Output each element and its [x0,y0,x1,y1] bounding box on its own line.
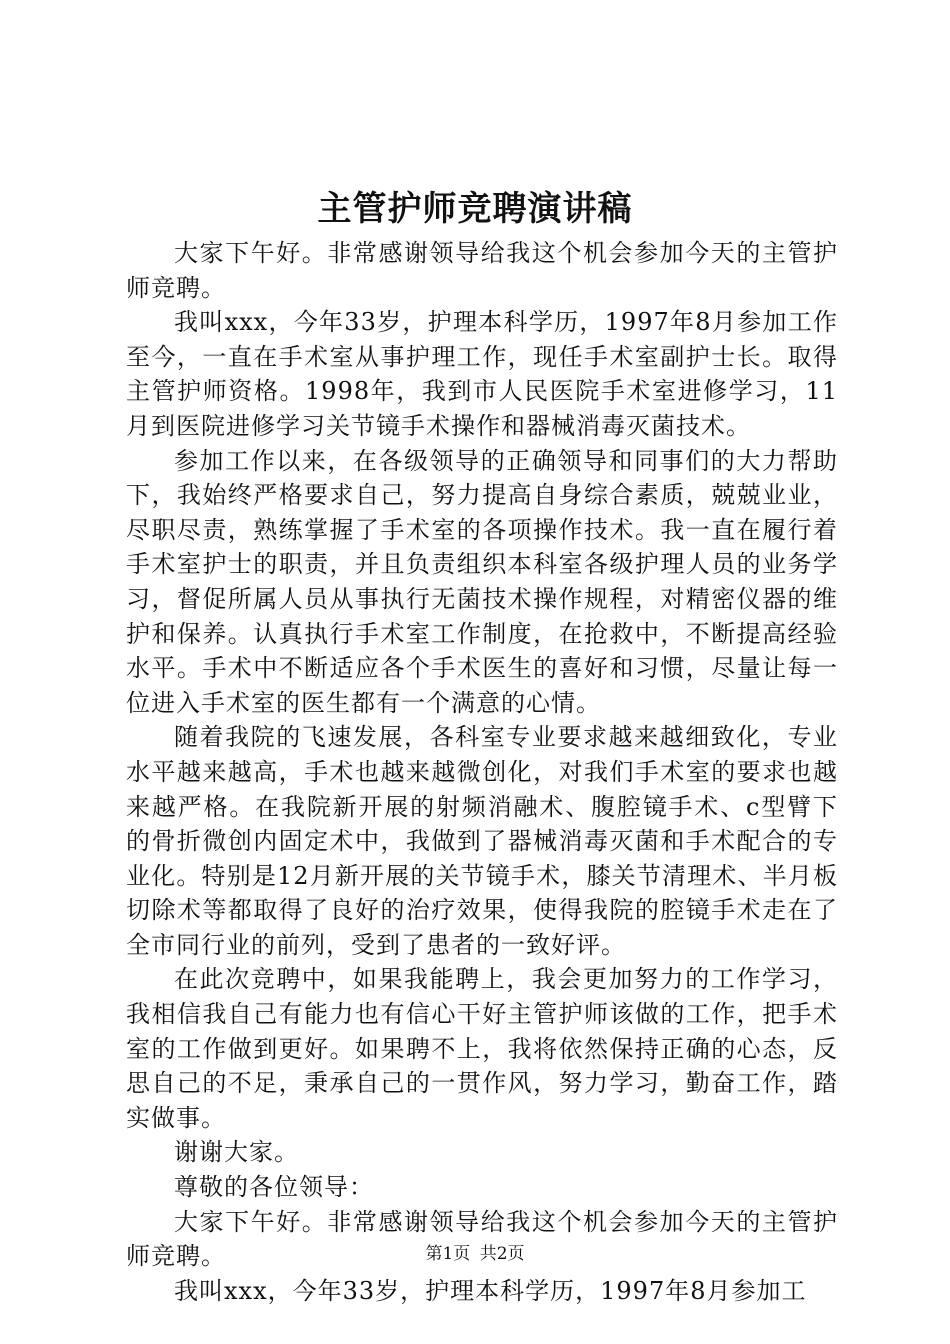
paragraph-salutation: 尊敬的各位领导： [174,1173,374,1202]
document-body [126,236,838,1308]
page-total: 共2页 [479,1244,525,1264]
paragraph-thanks: 谢谢大家。 [174,1138,299,1167]
paragraph-greeting: 大家下午好。非常感谢领导给我这个机会参加今天的主管护师竞聘。 [126,239,838,302]
paragraph-hospital-development: 随着我院的飞速发展，各科室专业要求越来越细致化，专业水平越来越高，手术也越来越微创化，对我们手术室的要求也越来越严格。在我院新开展的射频消融术、腹腔镜手术、c型臂下的骨折微创内固定术中，我做到了器械消毒灭菌和手术配合的专业化。特别是12月新开展的关节镜手术，膝关节清理术、半月板切除术等都取得了良好的治疗效果，使得我院的腔镜手术走在了全市同行业的前列，受到了患者的一致好评。 [126,723,838,959]
page-footer [0,1242,950,1266]
document-title: 主管护师竞聘演讲稿 [317,189,633,229]
page-number: 第1页 [425,1244,471,1264]
paragraph-work-experience: 参加工作以来，在各级领导的正确领导和同事们的大力帮助下，我始终严格要求自己，努力提高自身综合素质，兢兢业业，尽职尽责，熟练掌握了手术室的各项操作技术。我一直在履行着手术室护士的职责，并且负责组织本科室各级护理人员的业务学习，督促所属人员从事执行无菌技术操作规程，对精密仪器的维护和保养。认真执行手术室工作制度，在抢救中，不断提高经验水平。手术中不断适应各个手术医生的喜好和习惯，尽量让每一位进入手术室的医生都有一个满意的心情。 [126,446,838,717]
paragraph-introduction: 我叫xxx，今年33岁，护理本科学历，1997年8月参加工作至今，一直在手术室从事护理工作，现任手术室副护士长。取得主管护师资格。1998年，我到市人民医院手术室进修学习，11月到医院进修学习关节镜手术操作和器械消毒灭菌技术。 [126,308,838,440]
paragraph-introduction-repeat: 我叫xxx，今年33岁，护理本科学历，1997年8月参加工 [174,1276,807,1305]
paragraph-greeting-repeat: 大家下午好。非常感谢领导给我这个机会参加今天的主管护师竞聘。 [126,1207,838,1271]
paragraph-commitment: 在此次竞聘中，如果我能聘上，我会更加努力的工作学习，我相信我自己有能力也有信心干好主管护师该做的工作，把手术室的工作做到更好。如果聘不上，我将依然保持正确的心态，反思自己的不足，秉承自己的一贯作风，努力学习，勤奋工作，踏实做事。 [126,965,838,1132]
